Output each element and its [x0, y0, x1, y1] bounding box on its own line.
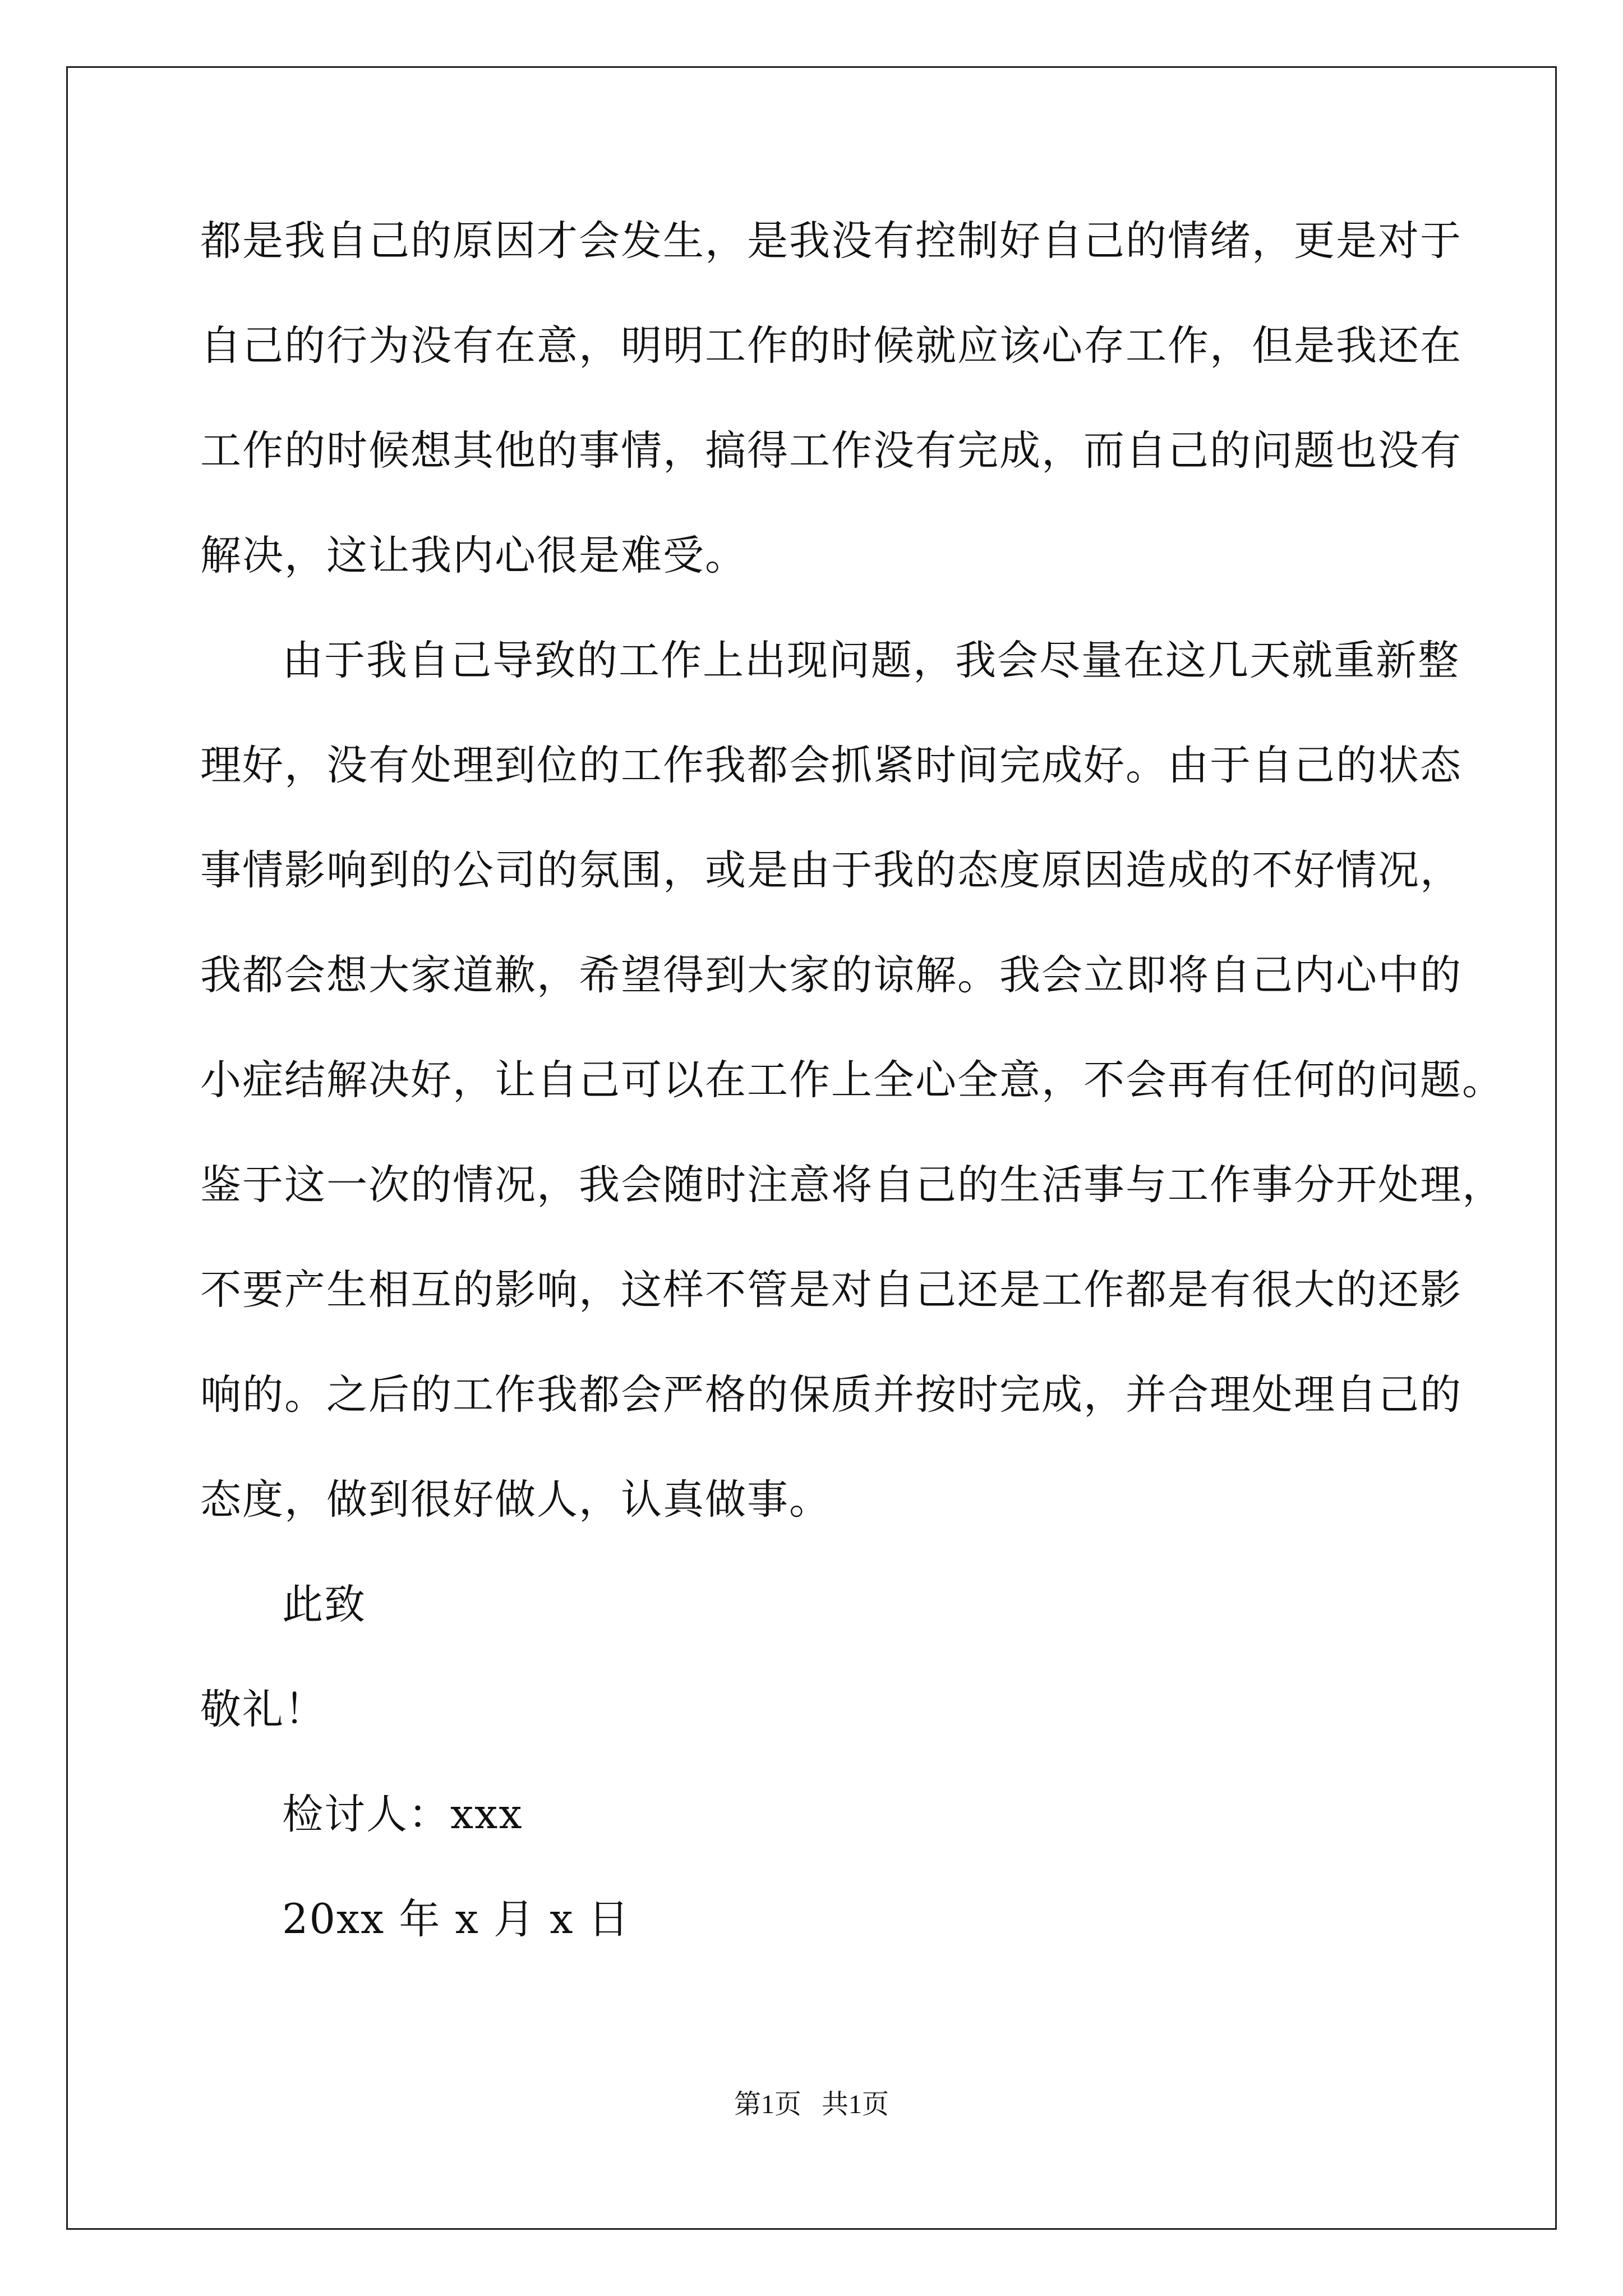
paragraph-line: 工作的时候想其他的事情，搞得工作没有完成，而自己的问题也没有 [200, 427, 1462, 475]
closing-regards: 敬礼！ [200, 1686, 326, 1733]
paragraph-line: 响的。之后的工作我都会严格的保质并按时完成，并合理处理自己的 [200, 1371, 1462, 1419]
paragraph-line: 理好，没有处理到位的工作我都会抓紧时间完成好。由于自己的状态 [200, 742, 1462, 789]
paragraph-line: 态度，做到很好做人，认真做事。 [200, 1476, 831, 1524]
paragraph-line: 解决，这让我内心很是难受。 [200, 532, 747, 579]
paragraph-line: 小症结解决好，让自己可以在工作上全心全意，不会再有任何的问题。 [200, 1056, 1504, 1104]
paragraph-line: 鉴于这一次的情况，我会随时注意将自己的生活事与工作事分开处理， [200, 1161, 1504, 1209]
document-body [200, 213, 1504, 1996]
closing-salutation: 此致 [282, 1581, 366, 1628]
paragraph-line: 由于我自己导致的工作上出现问题，我会尽量在这几天就重新整 [282, 637, 1460, 684]
paragraph-line: 自己的行为没有在意，明明工作的时候就应该心存工作，但是我还在 [200, 322, 1462, 370]
page-footer: 第1页 共1页 [734, 2090, 889, 2119]
paragraph-line: 我都会想大家道歉，希望得到大家的谅解。我会立即将自己内心中的 [200, 951, 1462, 999]
signer-line: 检讨人：xxx [282, 1791, 523, 1838]
date-line: 20xx 年 x 月 x 日 [282, 1895, 630, 1943]
paragraph-line: 不要产生相互的影响，这样不管是对自己还是工作都是有很大的还影 [200, 1266, 1462, 1314]
paragraph-line: 都是我自己的原因才会发生，是我没有控制好自己的情绪，更是对于 [200, 217, 1462, 265]
paragraph-line: 事情影响到的公司的氛围，或是由于我的态度原因造成的不好情况， [200, 846, 1462, 894]
